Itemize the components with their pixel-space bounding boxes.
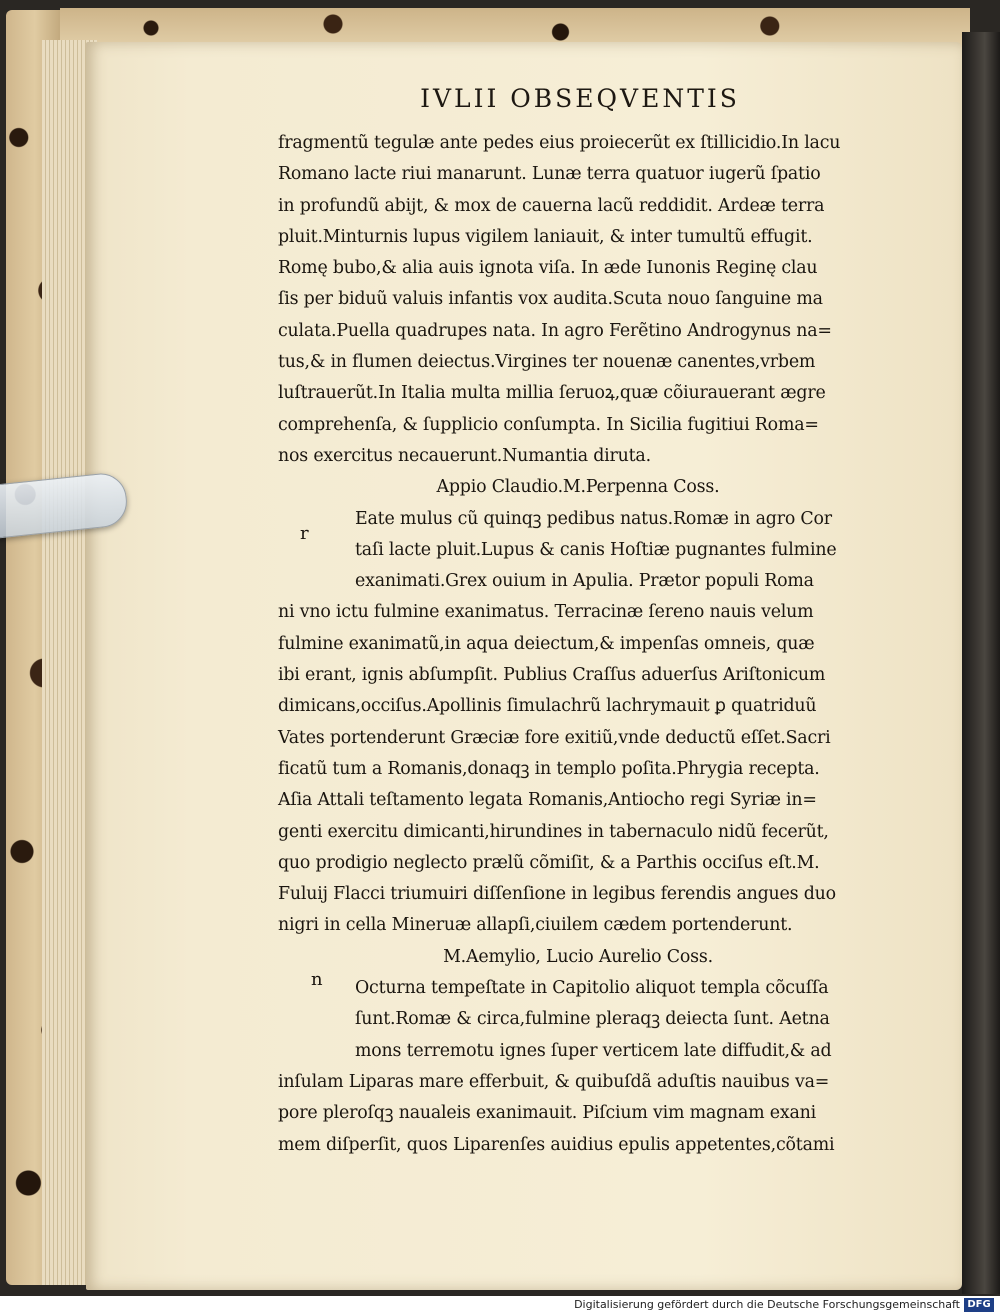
text-line: mons terremotu ignes ſuper verticem late diffudit,& ad [355, 1040, 832, 1061]
text-line: ni vno ictu fulmine exanimatus. Terracinæ ſereno nauis velum [278, 602, 814, 623]
text-line: ſunt.Romæ & circa,fulmine pleraqꝫ deiecta ſunt. Aetna [355, 1009, 830, 1030]
guide-letter-initial: n [311, 969, 323, 990]
text-line: comprehenſa, & ſupplicio conſumpta. In Sicilia fugitiui Roma= [278, 414, 819, 435]
text-line: nos exercitus necauerunt.Numantia diruta. [278, 445, 651, 466]
text-line: genti exercitu dimicanti,hirundines in tabernaculo nidũ fecerũt, [278, 821, 829, 842]
text-line: dimicans,occiſus.Apollinis ſimulachrũ lachrymauit ꝑ quatriduũ [278, 696, 817, 717]
section-heading: M.Aemylio, Lucio Aurelio Coss. [443, 946, 713, 967]
guide-letter-initial: r [300, 523, 309, 544]
text-line: Romano lacte riui manarunt. Lunæ terra quatuor iugerũ ſpatio [278, 164, 821, 185]
text-line: ſis per biduũ valuis infantis vox audita.Scuta nouo ſanguine ma [278, 289, 823, 310]
body-text [278, 128, 918, 1161]
text-line: nigri in cella Mineruæ allapſi,ciuilem cædem portenderunt. [278, 915, 793, 936]
text-line: Eate mulus cũ quinqꝫ pedibus natus.Romæ in agro Cor [355, 508, 832, 529]
text-line: Romę bubo,& alia auis ignota viſa. In æde Iunonis Reginę clau [278, 258, 818, 279]
text-line: inſulam Liparas mare efferbuit, & quibuſdã aduſtis nauibus va= [278, 1071, 830, 1092]
text-line: fulmine exanimatũ,in aqua deiectum,& impenſas omneis, quæ [278, 633, 815, 654]
text-line: in profundũ abijt, & mox de cauerna lacũ reddidit. Ardeæ terra [278, 195, 825, 216]
text-line: Vates portenderunt Græciæ fore exitiũ,vnde deductũ eſſet.Sacri [278, 727, 831, 748]
text-line: Aſia Attali teſtamento legata Romanis,Antiocho regi Syriæ in= [278, 790, 817, 811]
text-line: Octurna tempeſtate in Capitolio aliquot templa cõcuſſa [355, 978, 829, 999]
section-heading: Appio Claudio.M.Perpenna Coss. [436, 477, 720, 498]
text-line: ibi erant, ignis abſumpſit. Publius Craſſus aduerſus Ariſtonicum [278, 665, 826, 686]
running-head: IVLII OBSEQVENTIS [420, 84, 740, 113]
text-line: Fuluij Flacci triumuiri diſſenſione in legibus ferendis angues duo [278, 884, 836, 905]
book-fore-edge [962, 32, 1000, 1294]
text-line: quo prodigio neglecto prælũ cõmiſit, & a Parthis occiſus eſt.M. [278, 852, 820, 873]
text-line: fragmentũ tegulæ ante pedes eius proiecerũt ex ſtillicidio.In lacu [278, 133, 841, 153]
text-line: pore pleroſqꝫ naualeis exanimauit. Piſcium vim magnam exani [278, 1103, 817, 1124]
text-line: pluit.Minturnis lupus vigilem laniauit, & inter tumultũ effugit. [278, 226, 813, 247]
text-line: culata.Puella quadrupes nata. In agro Ferẽtino Androgynus na= [278, 320, 832, 341]
text-line: ficatũ tum a Romanis,donaqꝫ in templo poſita.Phrygia recepta. [278, 758, 820, 779]
footer-credit: Digitalisierung gefördert durch die Deutsche Forschungsgemeinschaft [574, 1298, 960, 1311]
text-line: mem diſperſit, quos Liparenſes auidius epulis appetentes,cõtami [278, 1134, 835, 1155]
text-line: tus,& in flumen deiectus.Virgines ter nouenæ canentes,vrbem [278, 352, 816, 373]
dfg-logo: DFG [964, 1298, 994, 1312]
text-line: luſtrauerũt.In Italia multa millia ſeruoꝝ,quæ cõiurauerant ægre [278, 383, 826, 404]
text-line: taſi lacte pluit.Lupus & canis Hoſtiæ pugnantes fulmine [355, 539, 837, 560]
text-line: exanimati.Grex ouium in Apulia. Prætor populi Roma [355, 571, 814, 592]
